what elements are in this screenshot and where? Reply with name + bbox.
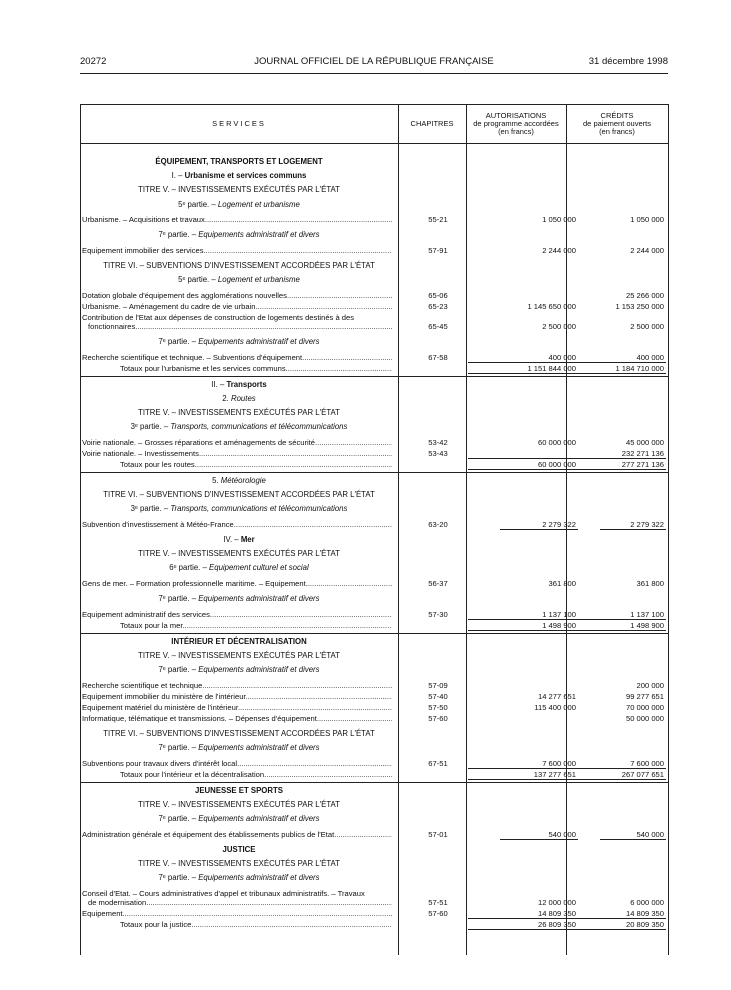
heading-prefix: 7ᵉ partie. – xyxy=(158,743,199,753)
table-row xyxy=(80,702,668,713)
chapter-number: 57-30 xyxy=(428,609,448,619)
table-row xyxy=(80,897,668,908)
autorisations-value: 12 000 000 xyxy=(537,898,576,907)
total-rule xyxy=(568,929,666,930)
section-heading xyxy=(80,336,398,347)
service-label: Voirie nationale. – Investissements ..... xyxy=(82,448,392,459)
total-rule xyxy=(568,918,666,919)
total-rule xyxy=(468,630,578,631)
chapter-number: 57-91 xyxy=(428,246,448,255)
heading-title: Mer xyxy=(240,535,255,544)
chapter-number: 65-06 xyxy=(428,290,448,300)
heading-text: ÉQUIPEMENT, TRANSPORTS ET LOGEMENT xyxy=(155,157,323,166)
section-heading xyxy=(80,813,398,824)
section-heading xyxy=(80,742,398,753)
service-label: Administration générale et équipement des établissements publics de l'Etat ..... xyxy=(82,829,392,840)
heading-text: TITRE VI. – SUBVENTIONS D'INVESTISSEMENT ACCORDÉES PAR L'ÉTAT xyxy=(103,728,375,738)
credits-value: 99 277 651 xyxy=(625,691,664,701)
table-row xyxy=(80,713,668,724)
autorisations-value: 14 277 651 xyxy=(537,691,576,701)
table-row xyxy=(80,290,668,301)
heading-italic: Equipement culturel et social xyxy=(209,563,309,573)
heading-text: JUSTICE xyxy=(222,844,256,854)
heading-text: TITRE V. – INVESTISSEMENTS EXÉCUTÉS PAR L'ÉTAT xyxy=(138,859,340,869)
heading-prefix: 7ᵉ partie. – xyxy=(158,336,199,346)
chapter-number: 65-45 xyxy=(428,321,448,331)
service-label: Equipement immobilier des services ..... xyxy=(82,245,392,256)
journal-title: JOURNAL OFFICIEL DE LA RÉPUBLIQUE FRANÇAISE xyxy=(254,56,494,67)
service-label: Subventions pour travaux divers d'intérêt local ..... xyxy=(82,758,392,769)
autorisations-value: 7 600 000 xyxy=(542,758,576,768)
credits-value: 2 500 000 xyxy=(630,321,664,331)
chapter-number: 57-50 xyxy=(428,702,448,712)
service-label: Totaux pour l'urbanisme et les services communs ..... xyxy=(120,363,392,374)
heading-italic: Equipements administratif et divers xyxy=(198,665,320,675)
heading-prefix: 6ᵉ partie. – xyxy=(169,563,210,573)
autorisations-value: 2 279 322 xyxy=(542,520,576,529)
credits-value: 20 809 350 xyxy=(625,920,664,929)
section-heading xyxy=(80,534,398,545)
column-header-autorisations: AUTORISATIONS de programme accordées (en francs) xyxy=(473,111,559,136)
chapter-number: 67-58 xyxy=(428,352,448,362)
credits-value: 1 153 250 000 xyxy=(615,301,664,311)
autorisations-value: 1 145 650 000 xyxy=(527,301,576,311)
subtotal-rule xyxy=(500,529,578,530)
autorisations-value: 540 000 xyxy=(548,829,576,839)
heading-prefix: 7ᵉ partie. – xyxy=(158,814,199,824)
subtotal-rule xyxy=(600,529,666,530)
credits-value: 6 000 000 xyxy=(630,898,664,907)
service-label: Recherche scientifique et technique. – Subventions d'équipement ..... xyxy=(82,352,392,363)
credits-value: 25 266 000 xyxy=(625,290,664,300)
section-separator xyxy=(80,472,668,473)
autorisations-value: 60 000 000 xyxy=(537,459,576,469)
heading-text: TITRE VI. – SUBVENTIONS D'INVESTISSEMENT ACCORDÉES PAR L'ÉTAT xyxy=(103,261,375,270)
service-label: Contribution de l'Etat aux dépenses de construction de logements destinés à des xyxy=(82,312,355,322)
heading-prefix: 5ᵉ partie. – xyxy=(178,275,218,285)
chapter-number: 56-37 xyxy=(428,579,448,589)
publication-date: 31 décembre 1998 xyxy=(588,56,668,67)
credits-value: 277 271 136 xyxy=(621,459,664,469)
heading-prefix: 5. xyxy=(212,475,221,485)
section-heading xyxy=(80,844,398,855)
heading-italic: Transports, communications et télécommunications xyxy=(170,422,348,432)
heading-text: TITRE V. – INVESTISSEMENTS EXÉCUTÉS PAR L'ÉTAT xyxy=(138,408,340,417)
section-heading xyxy=(80,184,398,195)
credits-value: 7 600 000 xyxy=(630,758,664,768)
credits-value: 400 000 xyxy=(636,352,664,362)
credits-value: 200 000 xyxy=(636,680,664,690)
heading-prefix: II. – xyxy=(211,379,227,389)
total-rule xyxy=(568,458,666,459)
section-heading xyxy=(80,872,398,883)
chapter-number: 57-51 xyxy=(428,898,448,907)
chapter-number: 55-21 xyxy=(428,215,448,225)
credits-value: 70 000 000 xyxy=(625,702,664,712)
heading-prefix: 2. xyxy=(222,393,231,403)
section-heading xyxy=(80,799,398,810)
credits-value: 2 279 322 xyxy=(630,520,664,529)
heading-text: TITRE V. – INVESTISSEMENTS EXÉCUTÉS PAR L'ÉTAT xyxy=(138,185,340,195)
credits-value: 1 184 710 000 xyxy=(615,363,664,373)
service-label: Equipement matériel du ministère de l'intérieur ..... xyxy=(82,702,392,713)
subtotal-rule xyxy=(600,839,666,840)
total-rule xyxy=(468,929,578,930)
heading-italic: Equipements administratif et divers xyxy=(198,230,320,240)
credits-value: 14 809 350 xyxy=(625,909,664,918)
chapter-number: 57-01 xyxy=(428,829,448,839)
section-heading xyxy=(80,274,398,285)
heading-prefix: 3ᵉ partie. – xyxy=(130,504,171,514)
page-header xyxy=(80,56,668,70)
heading-italic: Logement et urbanisme xyxy=(217,275,300,285)
autorisations-value: 400 000 xyxy=(548,352,576,362)
section-heading xyxy=(80,562,398,573)
table-row xyxy=(80,578,668,589)
section-heading xyxy=(80,593,398,604)
credits-value: 1 498 900 xyxy=(630,620,664,630)
table-row xyxy=(80,245,668,256)
service-label: Urbanisme. – Acquisitions et travaux ..... xyxy=(82,214,392,225)
total-rule xyxy=(468,373,578,374)
chapter-number: 65-23 xyxy=(428,301,448,311)
total-rule xyxy=(468,768,578,769)
credits-value: 1 137 100 xyxy=(630,609,664,619)
section-heading xyxy=(80,260,398,271)
autorisations-value: 115 400 000 xyxy=(534,702,576,712)
autorisations-value: 26 809 350 xyxy=(537,920,576,929)
section-heading xyxy=(80,503,398,514)
chapter-number: 57-09 xyxy=(428,680,448,690)
total-rule xyxy=(568,362,666,363)
section-heading xyxy=(80,199,398,210)
column-divider xyxy=(398,105,399,955)
service-label: Recherche scientifique et technique ..... xyxy=(82,680,392,691)
heading-italic: Equipements administratif et divers xyxy=(198,594,320,604)
chapter-number: 57-60 xyxy=(428,909,448,918)
section-heading xyxy=(80,489,398,500)
section-heading xyxy=(80,858,398,869)
table-row xyxy=(80,321,668,332)
service-label: Voirie nationale. – Grosses réparations et aménagements de sécurité ..... xyxy=(82,437,392,448)
total-rule xyxy=(568,469,666,470)
subtotal-rule xyxy=(500,839,578,840)
section-heading xyxy=(80,728,398,739)
total-rule xyxy=(468,918,578,919)
chapter-number: 57-40 xyxy=(428,691,448,701)
service-label: Equipement administratif des services ..... xyxy=(82,609,392,620)
section-separator xyxy=(80,633,668,634)
section-heading xyxy=(80,475,398,486)
section-heading xyxy=(80,229,398,240)
heading-prefix: 7ᵉ partie. – xyxy=(158,230,199,240)
table-row xyxy=(80,301,668,312)
heading-prefix: 3ᵉ partie. – xyxy=(130,422,171,432)
heading-text: TITRE V. – INVESTISSEMENTS EXÉCUTÉS PAR L'ÉTAT xyxy=(138,651,340,660)
chapter-number: 57-60 xyxy=(428,713,448,723)
heading-italic: Equipements administratif et divers xyxy=(198,743,320,753)
total-rule xyxy=(568,779,666,780)
total-rule xyxy=(468,362,578,363)
credits-value: 361 800 xyxy=(636,579,664,589)
column-divider xyxy=(466,105,467,955)
heading-italic: Logement et urbanisme xyxy=(217,199,300,209)
table-row xyxy=(80,691,668,702)
autorisations-value: 2 500 000 xyxy=(542,321,576,331)
section-heading xyxy=(80,548,398,559)
credits-value: 50 000 000 xyxy=(625,713,664,723)
heading-italic: Routes xyxy=(230,393,256,403)
chapter-number: 63-20 xyxy=(428,520,448,529)
autorisations-value: 60 000 000 xyxy=(537,437,576,447)
heading-text: TITRE VI. – SUBVENTIONS D'INVESTISSEMENT ACCORDÉES PAR L'ÉTAT xyxy=(103,490,375,500)
section-separator xyxy=(80,782,668,783)
column-header-chapitres: CHAPITRES xyxy=(410,119,454,128)
autorisations-value: 14 809 350 xyxy=(537,909,576,918)
heading-prefix: 7ᵉ partie. – xyxy=(158,594,199,604)
header-row-rule xyxy=(80,143,668,144)
autorisations-value: 361 800 xyxy=(548,579,576,589)
autorisations-value: 1 137 100 xyxy=(542,609,576,619)
total-rule xyxy=(568,619,666,620)
heading-prefix: 7ᵉ partie. – xyxy=(158,873,199,883)
service-label: Conseil d'Etat. – Cours administratives d'appel et tribunaux administratifs. – Travaux xyxy=(82,889,365,898)
heading-text: TITRE V. – INVESTISSEMENTS EXÉCUTÉS PAR L'ÉTAT xyxy=(138,800,340,809)
section-separator xyxy=(80,376,668,377)
total-rule xyxy=(468,779,578,780)
credits-value: 45 000 000 xyxy=(625,437,664,447)
service-label: Totaux pour les routes ..... xyxy=(120,459,392,470)
column-header-credits: CRÉDITS de paiement ouverts (en francs) xyxy=(583,111,651,136)
total-rule xyxy=(568,373,666,374)
heading-title: Transports xyxy=(226,379,267,389)
service-label: Totaux pour l'intérieur et la décentralisation ..... xyxy=(120,769,392,780)
credits-value: 540 000 xyxy=(636,829,664,839)
section-heading xyxy=(80,170,398,181)
credits-value: 2 244 000 xyxy=(630,246,664,255)
section-heading xyxy=(80,785,398,796)
heading-italic: Transports, communications et télécommunications xyxy=(170,504,348,514)
section-heading xyxy=(80,393,398,404)
heading-text: INTÉRIEUR ET DÉCENTRALISATION xyxy=(171,636,307,646)
table-row xyxy=(80,214,668,225)
heading-italic: Equipements administratif et divers xyxy=(198,814,320,824)
service-label: Informatique, télématique et transmissions. – Dépenses d'équipement ..... xyxy=(82,713,392,724)
section-heading xyxy=(80,664,398,675)
heading-italic: Equipements administratif et divers xyxy=(198,336,320,346)
heading-text: TITRE V. – INVESTISSEMENTS EXÉCUTÉS PAR L'ÉTAT xyxy=(138,549,340,559)
service-label: Equipement immobilier du ministère de l'intérieur ..... xyxy=(82,691,392,702)
column-header-services: SERVICES xyxy=(212,119,266,128)
chapter-number: 53-42 xyxy=(428,437,448,447)
budget-table xyxy=(80,104,669,955)
table-row xyxy=(80,437,668,448)
credits-value: 267 077 651 xyxy=(621,769,664,779)
service-label: Dotation globale d'équipement des agglomérations nouvelles ..... xyxy=(82,290,392,301)
heading-prefix: IV. – xyxy=(223,535,241,544)
total-rule xyxy=(468,619,578,620)
credits-value: 1 050 000 xyxy=(630,215,664,225)
service-label: Gens de mer. – Formation professionnelle maritime. – Equipement ..... xyxy=(82,578,392,589)
heading-title: Urbanisme et services communs xyxy=(184,171,307,181)
section-heading xyxy=(80,407,398,418)
autorisations-value: 1 498 900 xyxy=(542,620,576,630)
table-row xyxy=(80,829,668,840)
heading-text: JEUNESSE ET SPORTS xyxy=(195,785,283,795)
heading-italic: Météorologie xyxy=(220,475,266,485)
section-heading xyxy=(80,156,398,167)
heading-prefix: 7ᵉ partie. – xyxy=(158,665,199,675)
column-divider xyxy=(566,105,567,955)
service-label: Urbanisme. – Aménagement du cadre de vie urbain ..... xyxy=(82,301,392,312)
credits-value: 232 271 136 xyxy=(621,448,664,458)
chapter-number: 67-51 xyxy=(428,758,448,768)
section-heading xyxy=(80,650,398,661)
total-rule xyxy=(468,458,578,459)
service-label: Equipement ..... xyxy=(82,908,392,919)
total-rule xyxy=(568,630,666,631)
autorisations-value: 137 277 651 xyxy=(533,769,576,779)
service-label: Totaux pour la justice ..... xyxy=(120,919,392,930)
header-rule xyxy=(80,73,668,74)
total-rule xyxy=(468,469,578,470)
autorisations-value: 1 050 000 xyxy=(542,215,576,225)
service-label: fonctionnaires ..... xyxy=(88,321,392,332)
heading-italic: Equipements administratif et divers xyxy=(198,873,320,883)
autorisations-value: 1 151 844 000 xyxy=(527,363,576,373)
service-label: Subvention d'investissement à Météo-France ..... xyxy=(82,519,392,530)
chapter-number: 53-43 xyxy=(428,448,448,458)
autorisations-value: 2 244 000 xyxy=(542,246,576,255)
service-label: Totaux pour la mer ..... xyxy=(120,620,392,631)
table-row xyxy=(80,519,668,530)
table-row xyxy=(80,680,668,691)
heading-prefix: I. – xyxy=(171,171,185,181)
total-rule xyxy=(568,768,666,769)
section-heading xyxy=(80,421,398,432)
page-number: 20272 xyxy=(80,56,107,67)
section-heading xyxy=(80,636,398,647)
heading-prefix: 5ᵉ partie. – xyxy=(178,199,218,209)
service-label: de modernisation ..... xyxy=(88,897,392,908)
section-heading xyxy=(80,379,398,390)
